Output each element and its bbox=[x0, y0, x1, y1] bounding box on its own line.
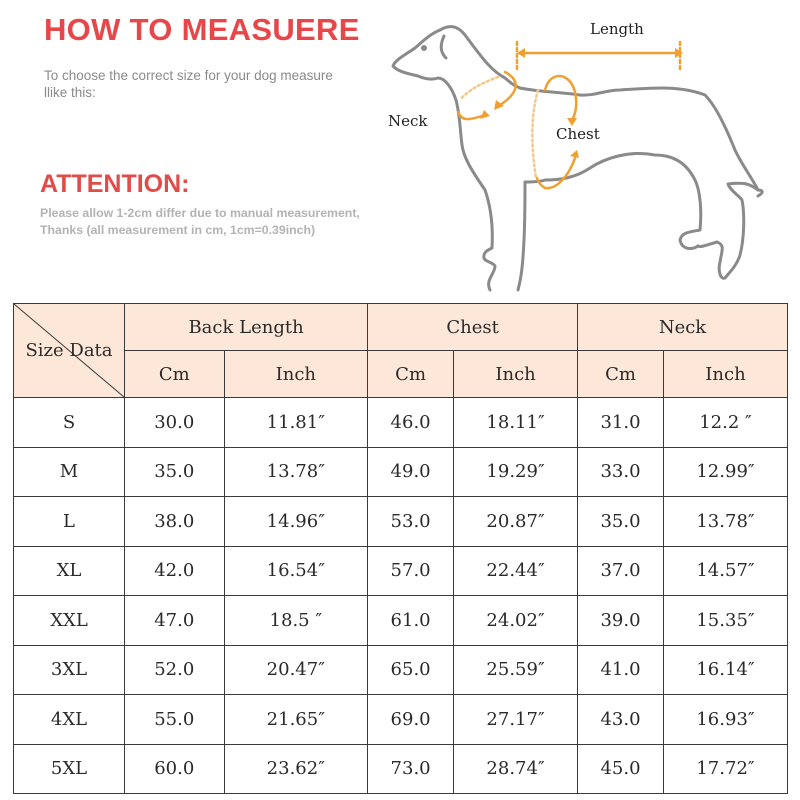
chest-inch-cell: 25.59″ bbox=[454, 645, 578, 695]
chest-cm-cell: 65.0 bbox=[368, 645, 454, 695]
neck-inch-cell: 16.14″ bbox=[663, 645, 787, 695]
chest-cm-cell: 49.0 bbox=[368, 447, 454, 497]
neck-label: Neck bbox=[388, 112, 428, 130]
chest-inch-cell: 24.02″ bbox=[454, 596, 578, 646]
size-data-corner-cell: Size Data bbox=[14, 304, 125, 398]
chest-inch-cell: 18.11″ bbox=[454, 398, 578, 448]
chest-cm-cell: 53.0 bbox=[368, 497, 454, 547]
table-header-units bbox=[14, 351, 788, 398]
neck-inch-cell: 16.93″ bbox=[663, 695, 787, 745]
size-cell: XL bbox=[14, 546, 125, 596]
chest-inch-cell: 19.29″ bbox=[454, 447, 578, 497]
back-inch-cell: 13.78″ bbox=[224, 447, 368, 497]
size-cell: L bbox=[14, 497, 125, 547]
back-inch-cell: 23.62″ bbox=[224, 744, 368, 794]
back-cm-cell: 52.0 bbox=[125, 645, 225, 695]
back-cm-cell: 47.0 bbox=[125, 596, 225, 646]
chest-cm-cell: 61.0 bbox=[368, 596, 454, 646]
length-label: Length bbox=[590, 20, 644, 38]
size-cell: XXL bbox=[14, 596, 125, 646]
table-row bbox=[14, 645, 788, 695]
table-row bbox=[14, 447, 788, 497]
chest-cm-cell: 46.0 bbox=[368, 398, 454, 448]
neck-cm-cell: 35.0 bbox=[578, 497, 664, 547]
group-back-length: Back Length bbox=[125, 304, 368, 351]
neck-cm-cell: 41.0 bbox=[578, 645, 664, 695]
group-neck: Neck bbox=[578, 304, 788, 351]
table-row bbox=[14, 497, 788, 547]
chest-cm-cell: 57.0 bbox=[368, 546, 454, 596]
attention-note-line-1: Please allow 1-2cm differ due to manual measurement, bbox=[40, 206, 360, 220]
chest-inch-cell: 27.17″ bbox=[454, 695, 578, 745]
size-cell: M bbox=[14, 447, 125, 497]
chest-cm-cell: 73.0 bbox=[368, 744, 454, 794]
attention-note bbox=[40, 205, 420, 239]
chest-inch-cell: 20.87″ bbox=[454, 497, 578, 547]
chest-cm-cell: 69.0 bbox=[368, 695, 454, 745]
dog-outline-icon bbox=[380, 0, 800, 300]
size-chart-table bbox=[13, 303, 788, 794]
neck-inch-cell: 13.78″ bbox=[663, 497, 787, 547]
table-header-groups bbox=[14, 304, 788, 351]
chest-inch-cell: 28.74″ bbox=[454, 744, 578, 794]
back-inch-cell: 16.54″ bbox=[224, 546, 368, 596]
table-row bbox=[14, 695, 788, 745]
instructions-text: To choose the correct size for your dog measure llike this: bbox=[44, 68, 333, 100]
neck-cm-cell: 33.0 bbox=[578, 447, 664, 497]
unit-neck-inch: Inch bbox=[663, 351, 787, 398]
dog-measurement-diagram bbox=[380, 0, 800, 300]
neck-cm-cell: 37.0 bbox=[578, 546, 664, 596]
unit-chest-cm: Cm bbox=[368, 351, 454, 398]
attention-heading: ATTENTION: bbox=[40, 170, 190, 198]
neck-inch-cell: 14.57″ bbox=[663, 546, 787, 596]
unit-neck-cm: Cm bbox=[578, 351, 664, 398]
back-inch-cell: 20.47″ bbox=[224, 645, 368, 695]
size-cell: 4XL bbox=[14, 695, 125, 745]
size-cell: S bbox=[14, 398, 125, 448]
chest-inch-cell: 22.44″ bbox=[454, 546, 578, 596]
group-chest: Chest bbox=[368, 304, 578, 351]
back-inch-cell: 14.96″ bbox=[224, 497, 368, 547]
table-row bbox=[14, 596, 788, 646]
neck-cm-cell: 39.0 bbox=[578, 596, 664, 646]
back-inch-cell: 18.5 ″ bbox=[224, 596, 368, 646]
neck-cm-cell: 31.0 bbox=[578, 398, 664, 448]
table-row bbox=[14, 744, 788, 794]
neck-inch-cell: 12.2 ″ bbox=[663, 398, 787, 448]
back-inch-cell: 21.65″ bbox=[224, 695, 368, 745]
back-cm-cell: 38.0 bbox=[125, 497, 225, 547]
neck-inch-cell: 15.35″ bbox=[663, 596, 787, 646]
unit-back-cm: Cm bbox=[125, 351, 225, 398]
page-title: HOW TO MEASUERE bbox=[44, 12, 360, 47]
attention-note-line-2: Thanks (all measurement in cm, 1cm=0.39inch) bbox=[40, 223, 316, 237]
neck-inch-cell: 12.99″ bbox=[663, 447, 787, 497]
chest-label: Chest bbox=[556, 125, 600, 143]
back-cm-cell: 60.0 bbox=[125, 744, 225, 794]
back-cm-cell: 35.0 bbox=[125, 447, 225, 497]
neck-cm-cell: 43.0 bbox=[578, 695, 664, 745]
unit-back-inch: Inch bbox=[224, 351, 368, 398]
size-cell: 5XL bbox=[14, 744, 125, 794]
neck-cm-cell: 45.0 bbox=[578, 744, 664, 794]
back-cm-cell: 30.0 bbox=[125, 398, 225, 448]
back-inch-cell: 11.81″ bbox=[224, 398, 368, 448]
table-row bbox=[14, 546, 788, 596]
neck-inch-cell: 17.72″ bbox=[663, 744, 787, 794]
size-cell: 3XL bbox=[14, 645, 125, 695]
back-cm-cell: 55.0 bbox=[125, 695, 225, 745]
table-row bbox=[14, 398, 788, 448]
unit-chest-inch: Inch bbox=[454, 351, 578, 398]
back-cm-cell: 42.0 bbox=[125, 546, 225, 596]
